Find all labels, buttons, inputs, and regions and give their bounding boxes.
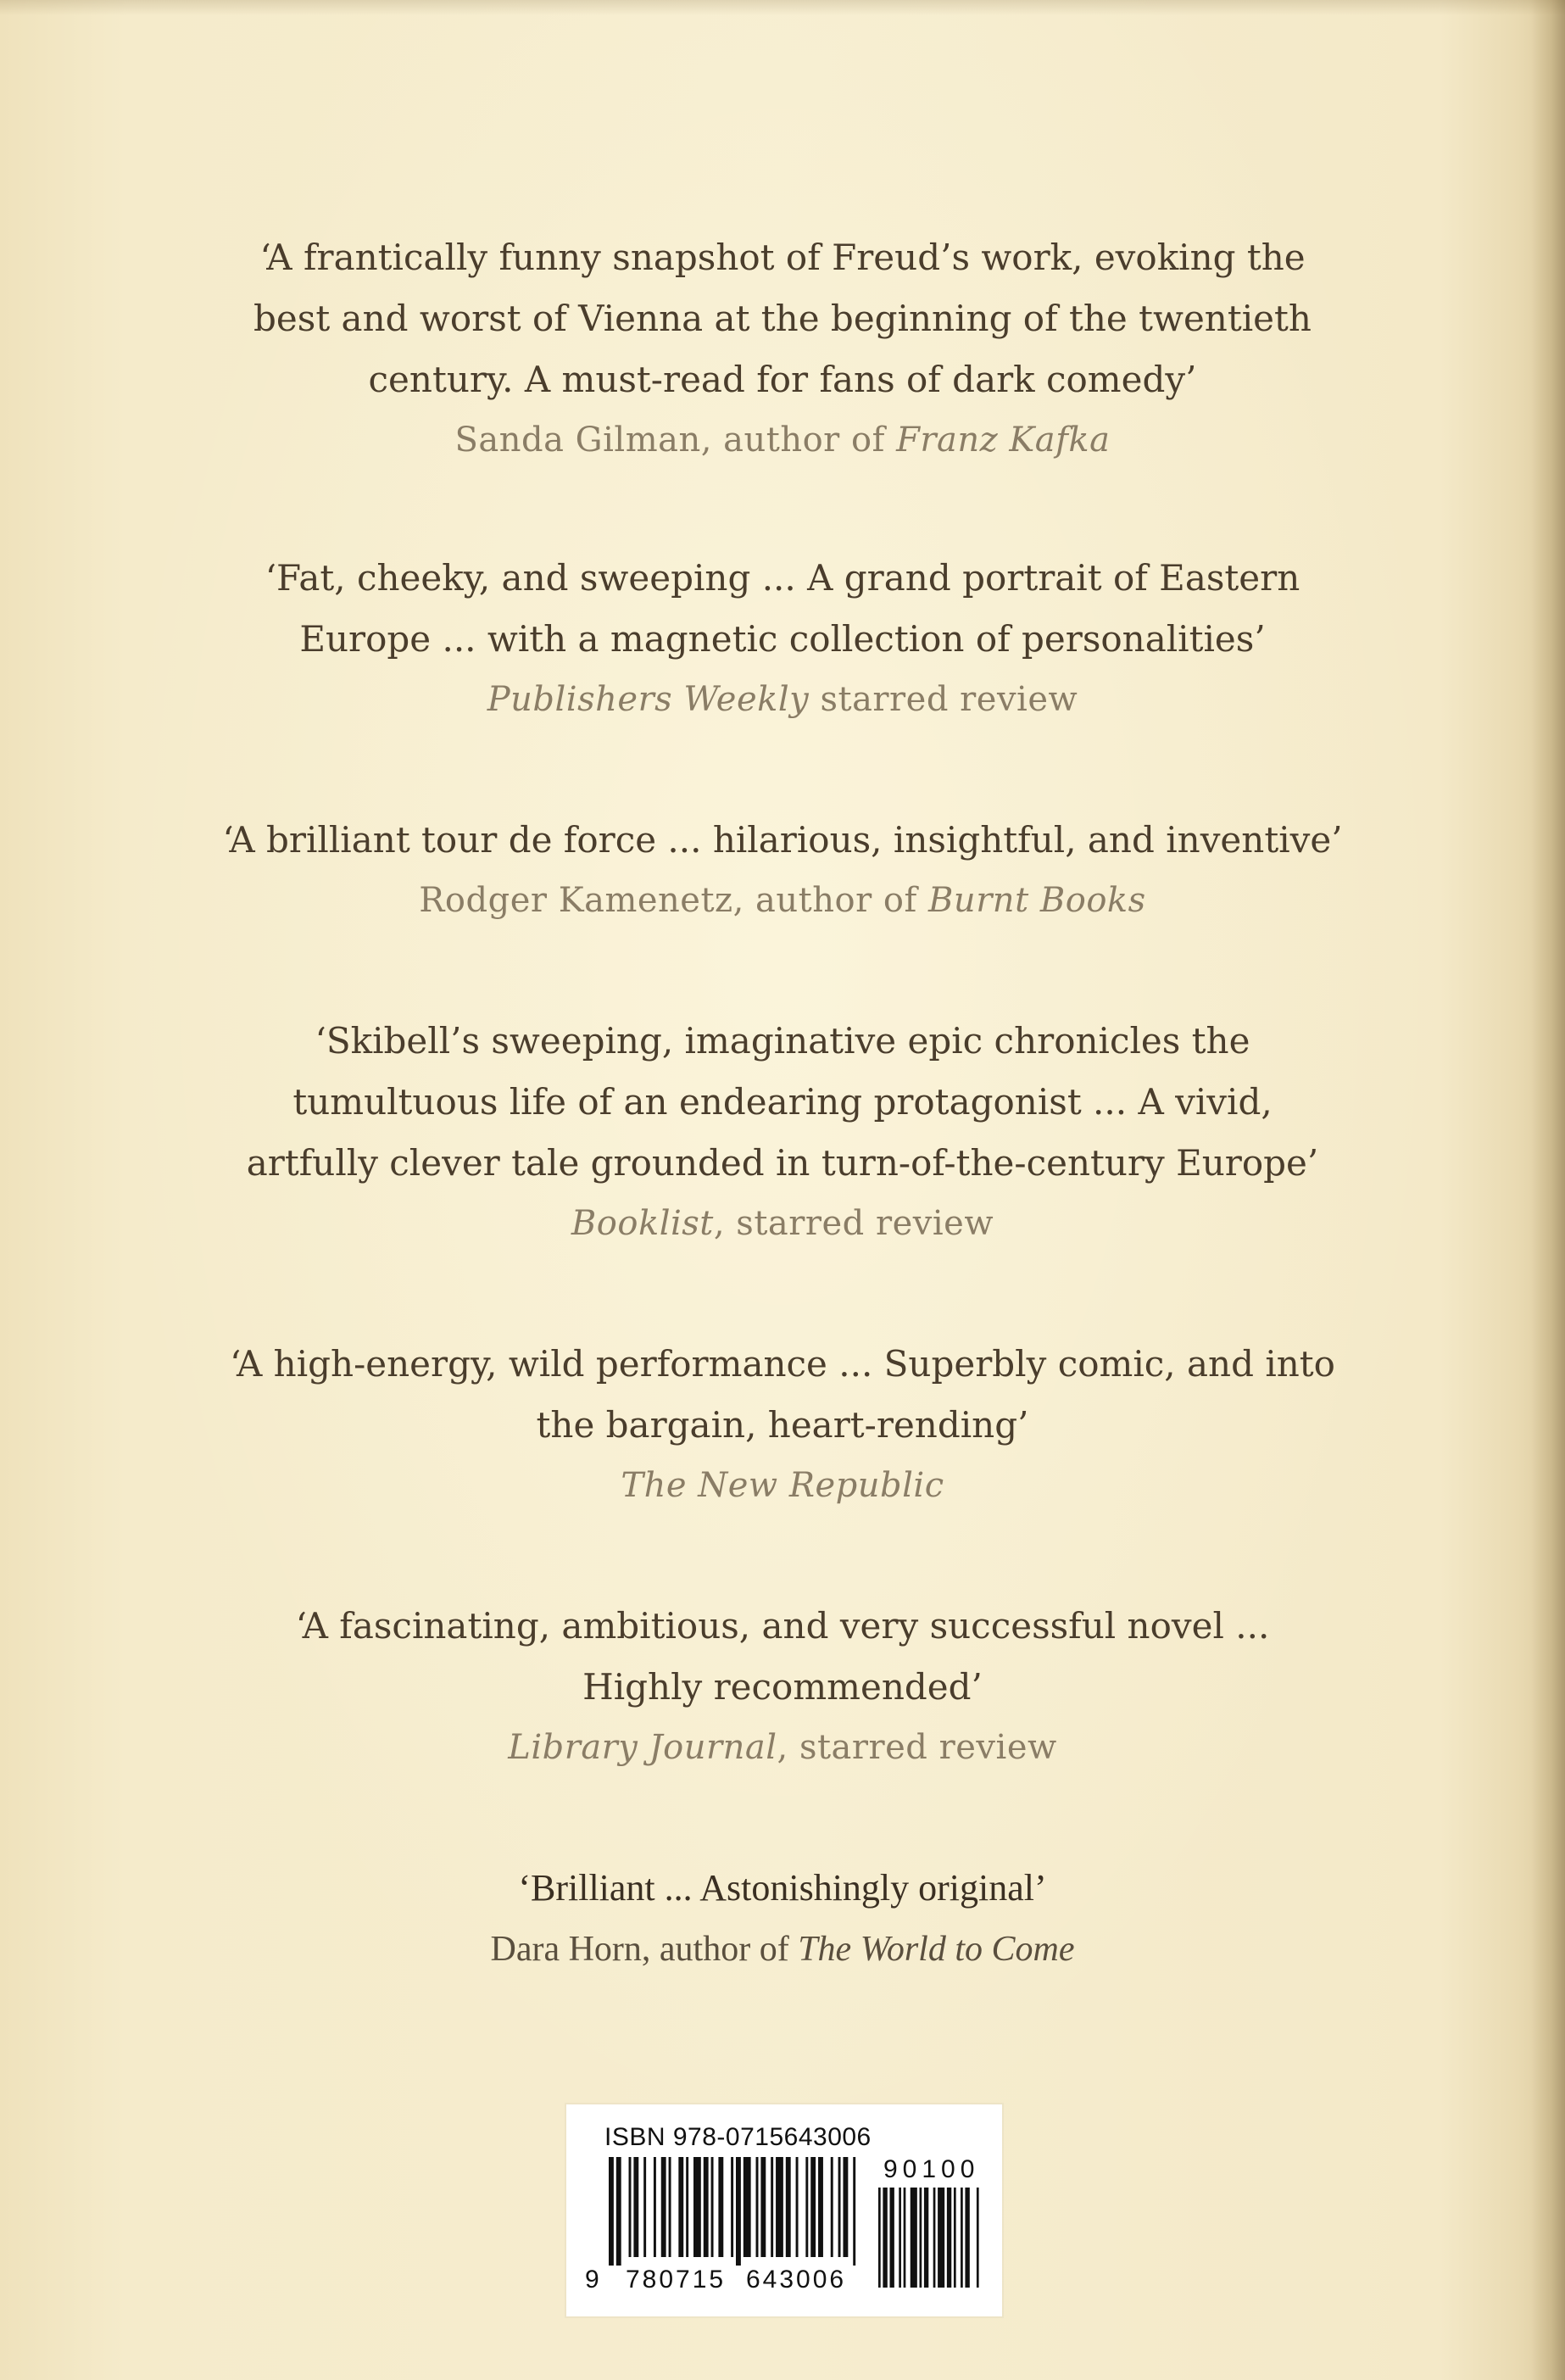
barcode-bar (838, 2157, 841, 2257)
attribution-author: Sanda Gilman, author of (454, 421, 897, 460)
quote-line: tumultuous life of an endearing protagonist ... A vivid, (292, 1081, 1273, 1123)
barcode-bar (786, 2157, 791, 2257)
barcode-bar (818, 2157, 823, 2257)
quote-line: the bargain, heart-rending’ (536, 1404, 1029, 1446)
isbn-barcode (566, 2104, 1002, 2316)
barcode-digit-group-1: 780715 (626, 2266, 727, 2294)
barcode-addon-digits: 90100 (883, 2155, 980, 2183)
review-quote-2 (0, 548, 1565, 729)
attribution-title: The World to Come (798, 1930, 1075, 1969)
barcode-bar (776, 2157, 783, 2257)
review-quote-4 (0, 1011, 1565, 1253)
attribution-suffix: , starred review (713, 1204, 994, 1243)
barcode-addon-bar (933, 2188, 936, 2288)
barcode-bar (718, 2157, 723, 2257)
quote-attribution (0, 871, 1565, 930)
barcode-bar (711, 2157, 714, 2257)
barcode-addon-bar (965, 2188, 969, 2288)
barcode-bar (744, 2157, 751, 2257)
barcode-bar (736, 2157, 741, 2266)
barcode-bar (731, 2157, 733, 2257)
isbn-label: ISBN 978-0715643006 (604, 2123, 872, 2151)
review-quotes (0, 227, 1565, 1980)
quote-attribution (0, 410, 1565, 470)
barcode-bar (805, 2157, 808, 2257)
quote-line: artfully clever tale grounded in turn-of-the-century Europe’ (246, 1142, 1319, 1184)
attribution-title: Franz Kafka (896, 421, 1111, 460)
barcode-bar (756, 2157, 759, 2257)
barcode-bar (643, 2157, 646, 2257)
barcode-addon-bar (904, 2188, 906, 2288)
barcode-bar (633, 2157, 638, 2257)
barcode-bar (661, 2157, 666, 2257)
barcode-bar (654, 2157, 656, 2257)
attribution-author: Dara Horn, author of (490, 1930, 799, 1969)
barcode-bar (796, 2157, 799, 2257)
barcode-addon-bar (938, 2188, 944, 2288)
quote-line: Europe ... with a magnetic collection of personalities’ (299, 618, 1266, 660)
attribution-suffix: starred review (809, 680, 1078, 719)
barcode-bar (686, 2157, 688, 2257)
barcode-bar (616, 2157, 621, 2266)
barcode-bar (678, 2157, 683, 2257)
barcode-addon-bar (899, 2188, 901, 2288)
barcode-digit-group-2: 643006 (746, 2266, 847, 2294)
quote-line: ‘A brilliant tour de force ... hilarious, insightful, and inventive’ (222, 819, 1343, 861)
attribution-title: Burnt Books (928, 881, 1146, 920)
quote-attribution (0, 670, 1565, 729)
barcode-addon-bar (924, 2188, 928, 2288)
quote-line: best and worst of Vienna at the beginning of the twentieth (253, 298, 1312, 339)
barcode-addon-bar (889, 2188, 894, 2288)
final-quote-text: ‘Brilliant ... Astonishingly original’ (518, 1867, 1047, 1909)
quote-line: ‘A fascinating, ambitious, and very successful novel ... (295, 1605, 1270, 1647)
quote-line: ‘Skibell’s sweeping, imaginative epic chronicles the (315, 1020, 1250, 1062)
review-quote-3 (0, 810, 1565, 930)
attribution-suffix: , starred review (777, 1728, 1057, 1767)
quote-line: Highly recommended’ (582, 1666, 983, 1708)
barcode-addon-bar (977, 2188, 979, 2288)
barcode-bar (704, 2157, 709, 2257)
barcode-bar (609, 2157, 614, 2266)
quote-line: ‘Fat, cheeky, and sweeping ... A grand portrait of Eastern (265, 557, 1300, 599)
quote-line: ‘A frantically funny snapshot of Freud’s work, evoking the (259, 237, 1306, 278)
barcode-bar (853, 2157, 855, 2266)
barcode-addon-bar (878, 2188, 881, 2288)
barcode-addon-bars (878, 2188, 983, 2288)
barcode-digit-lead: 9 (585, 2266, 599, 2294)
barcode-addon-bar (961, 2188, 963, 2288)
barcode-bar (760, 2157, 766, 2257)
attribution-author: Rodger Kamenetz, author of (419, 881, 929, 920)
barcode-addon-bar (947, 2188, 951, 2288)
review-quote-final (0, 1858, 1565, 1980)
barcode-addon-bar (911, 2188, 917, 2288)
barcode-bar (843, 2157, 848, 2257)
attribution-title: Booklist (571, 1204, 714, 1243)
attribution-title: Publishers Weekly (487, 680, 810, 719)
review-quote-1 (0, 227, 1565, 470)
barcode-bars (609, 2157, 863, 2266)
barcode-bar (669, 2157, 671, 2257)
final-quote-attribution (0, 1919, 1565, 1980)
quote-line: century. A must-read for fans of dark comedy’ (368, 359, 1197, 400)
barcode-bar (810, 2157, 816, 2257)
attribution-title: The New Republic (621, 1466, 944, 1505)
barcode-bar (771, 2157, 773, 2257)
barcode-addon-bar (954, 2188, 956, 2288)
review-quote-6 (0, 1596, 1565, 1777)
quote-attribution (0, 1194, 1565, 1253)
barcode-addon-bar (883, 2188, 887, 2288)
review-quote-5 (0, 1334, 1565, 1515)
cover-top-edge (0, 0, 1565, 15)
quote-attribution (0, 1456, 1565, 1515)
barcode-addon-bar (920, 2188, 922, 2288)
barcode-bar (693, 2157, 701, 2257)
barcode-bar (831, 2157, 833, 2257)
barcode-bar (629, 2157, 632, 2257)
quote-line: ‘A high-energy, wild performance ... Superbly comic, and into (230, 1343, 1335, 1385)
attribution-title: Library Journal (508, 1728, 777, 1767)
quote-attribution (0, 1718, 1565, 1777)
